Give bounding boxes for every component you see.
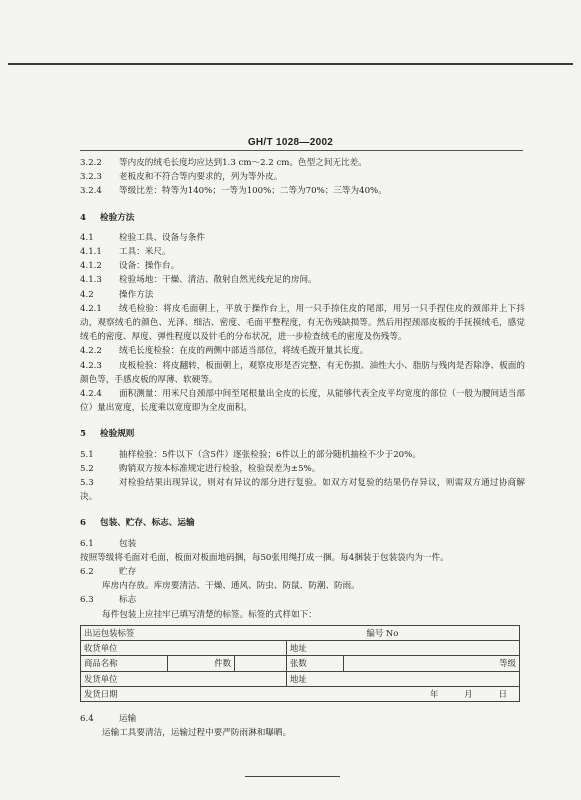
- label-date: 发货日期: [81, 686, 287, 701]
- clause-6-4: 6.4 运输: [80, 713, 137, 724]
- label-row-receiver: [81, 641, 520, 656]
- top-rule: [8, 63, 573, 65]
- clause-4-2-2: 4.2.2 绒毛长度检验：在皮的两侧中部适当部位，将绒毛拨开量其长度。: [80, 346, 369, 357]
- clause-4-2-4: 4.2.4 面积测量：用米尺自颈部中间至尾根量出全皮的长度，从能够代表全皮平均宽度的部位（一般为腰间适当部位）量出宽度，长度乘以宽度即为全皮面积。: [80, 389, 525, 414]
- clause-3-2-4: 3.2.4 等级比差：特等为140%；一等为100%；二等为70%；三等为40%。: [80, 186, 387, 197]
- shipping-label-table: [80, 625, 520, 702]
- header-rule: [80, 150, 523, 151]
- label-row-product: [81, 656, 520, 671]
- label-day: 日: [498, 688, 507, 699]
- clause-3-2-2: 3.2.2 等内皮的绒毛长度均应达到1.3 cm～2.2 cm。色型之间无比差。: [80, 158, 367, 168]
- label-address-1: 地址: [287, 641, 520, 656]
- label-row-sender: [81, 671, 520, 686]
- label-title: 出运包装标签: [81, 625, 287, 640]
- clause-4-1-3: 4.1.3 检验场地：干燥、清洁、散射自然光线充足的房间。: [80, 275, 317, 286]
- clause-4-1: 4.1 检验工具、设备与条件: [80, 232, 205, 243]
- section-4-heading: 4 检验方法: [80, 212, 135, 223]
- clause-6-1: 6.1 包装: [80, 538, 137, 549]
- label-sheets: 张数: [287, 656, 344, 671]
- standard-code: GH/T 1028—2002: [247, 137, 334, 148]
- document-body: [80, 156, 525, 740]
- clause-6-3: 6.3 标志: [80, 595, 137, 606]
- label-receiver: 收货单位: [81, 641, 287, 656]
- clause-4-2-1: 4.2.1 绒毛检验：将皮毛面朝上，平放于操作台上，用一只手捺住皮的尾部，用另一只手捏住皮的颈部并上下抖动，观察绒毛的颜色、光泽、细洁、密度、毛面平整程度，有无伤残缺损等。然后用捏颈部皮板的手抚摸绒毛，感觉绒毛的密度、厚度、弹性程度以及针毛的分布状况，进一步检查绒毛的密度及伤残等。: [80, 303, 525, 343]
- label-serial: 编号 No: [287, 625, 520, 640]
- label-address-2: 地址: [287, 671, 520, 686]
- label-sender: 发货单位: [81, 671, 287, 686]
- label-row-title: [81, 625, 520, 640]
- section-5-heading: 5 检验规则: [80, 429, 135, 440]
- clause-5-3: 5.3 对检验结果出现异议，则对有异议的部分进行复验。如双方对复验的结果仍存异议，则需双方通过协商解决。: [80, 478, 525, 503]
- clause-6-2: 6.2 贮存: [80, 567, 137, 578]
- clause-3-2-3: 3.2.3 老板皮和不符合等内要求的，列为等外皮。: [80, 172, 283, 183]
- label-year: 年: [429, 688, 439, 699]
- clause-4-1-2: 4.1.2 设备：操作台。: [80, 261, 180, 272]
- clause-4-2-3: 4.2.3 皮板检验：将皮翻转，板面朝上，观察皮形是否完整、有无伤损、油性大小、脂肪与残肉是否除净、板面的颜色等，手感皮板的厚薄、软硬等。: [80, 360, 525, 385]
- clause-6-2-body: 库房内存放。库房要清洁、干燥、通风、防虫、防鼠、防潮、防雨。: [102, 581, 360, 592]
- clause-6-4-body: 运输工具要清洁，运输过程中要严防雨淋和曝晒。: [102, 728, 292, 739]
- clause-4-1-1: 4.1.1 工具：米尺。: [80, 247, 171, 258]
- clause-6-1-body: 按照等级将毛面对毛面，板面对板面地码捆，每50张用绳打成一捆。每4捆装于包装袋内为一件。: [80, 552, 449, 563]
- clause-4-2: 4.2 操作方法: [80, 289, 154, 300]
- label-row-date: [81, 686, 520, 701]
- label-date-fields: [287, 686, 520, 701]
- section-6-heading: 6 包装、贮存、标志、运输: [80, 518, 195, 529]
- label-month: 月: [464, 688, 473, 699]
- label-pieces: 件数: [168, 656, 235, 671]
- label-pieces-value: [235, 656, 287, 671]
- label-grade: 等级: [344, 656, 520, 671]
- clause-6-3-body: 每件包装上应挂牢已填写清楚的标签。标签的式样如下：: [102, 609, 317, 620]
- label-product: 商品名称: [81, 656, 168, 671]
- clause-5-1: 5.1 抽样检验：5件以下（含5件）逐张检验；6件以上的部分随机抽检不少于20%。: [80, 449, 421, 460]
- clause-5-2: 5.2 购销双方按本标准规定进行检验，检验误差为±5%。: [80, 463, 321, 474]
- footer-rule: [245, 776, 340, 777]
